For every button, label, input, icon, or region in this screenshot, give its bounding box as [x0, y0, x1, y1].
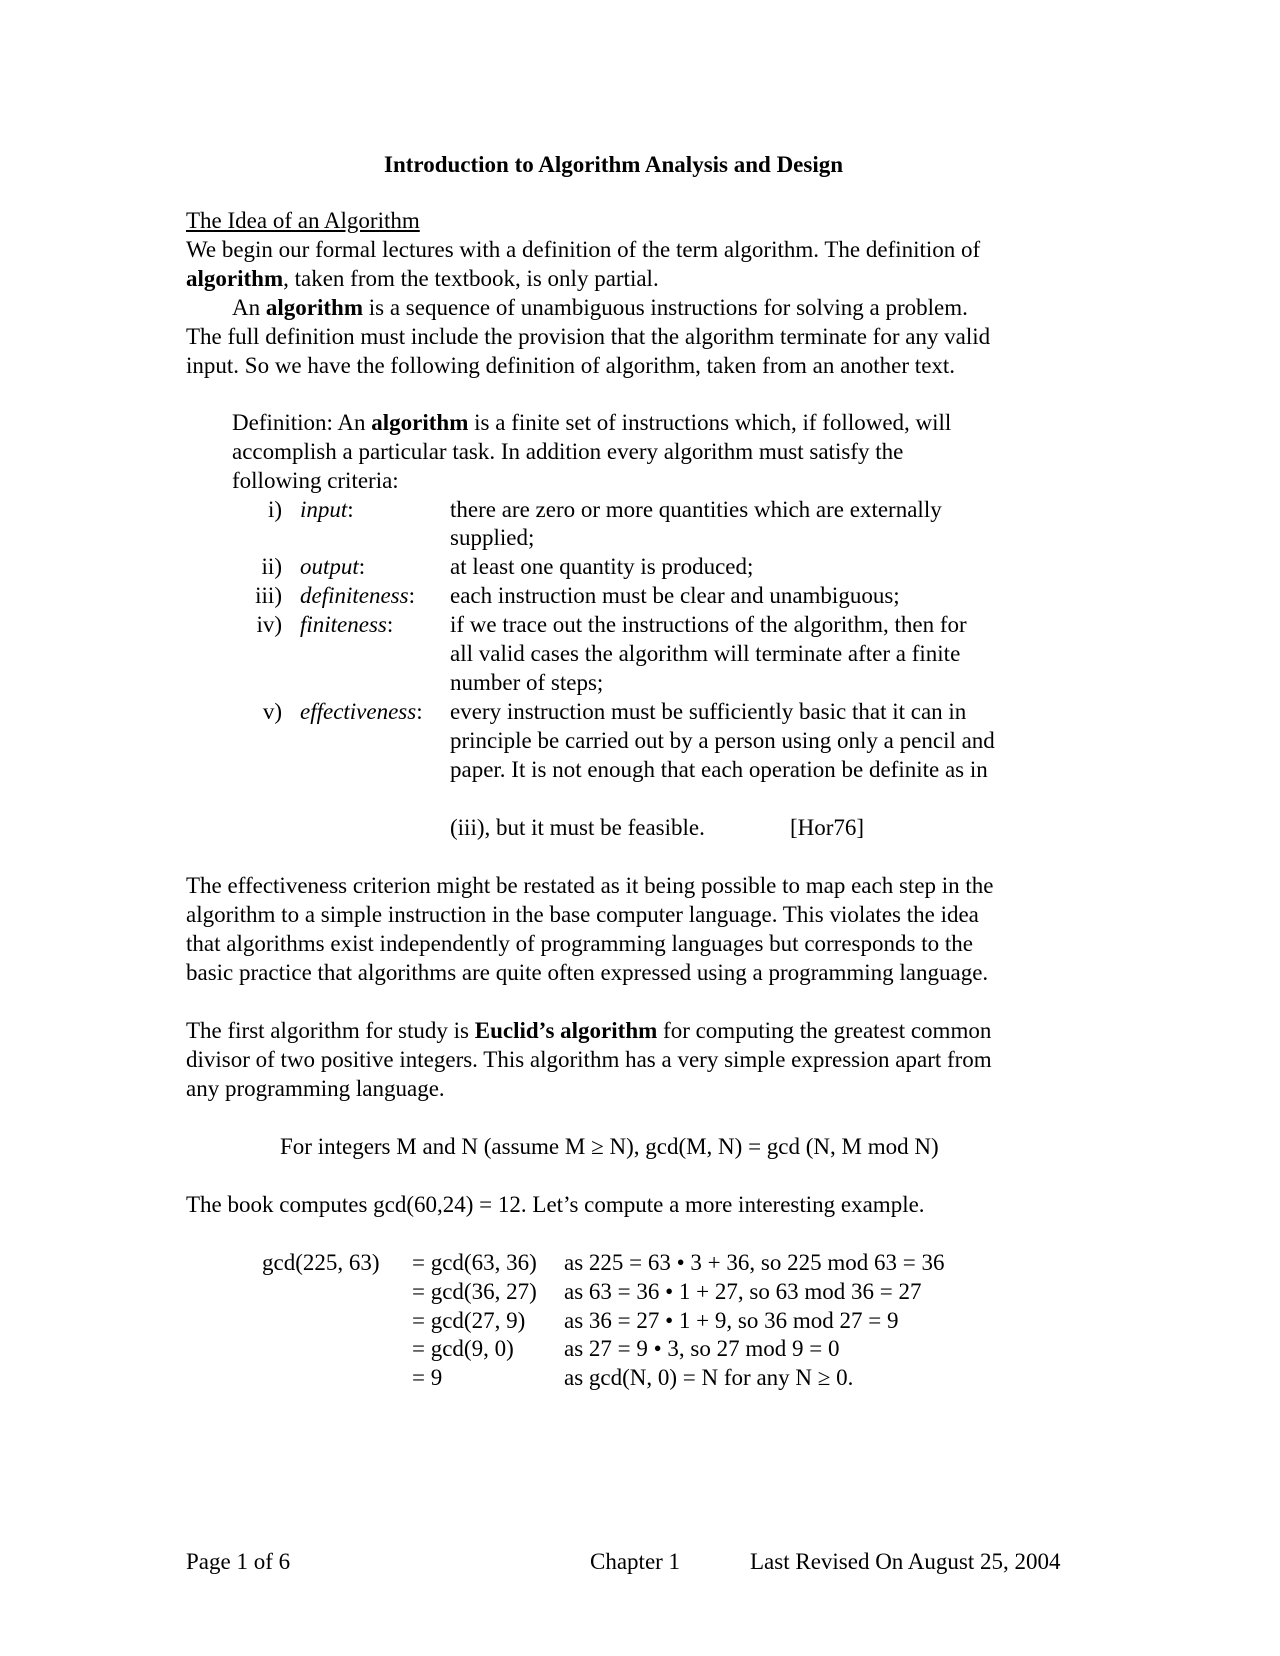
- gcd-step-note: as 63 = 36 • 1 + 27, so 63 mod 36 = 27: [564, 1279, 922, 1304]
- euclid-pre: The first algorithm for study is: [186, 1018, 475, 1043]
- gcd-formula: For integers M and N (assume M ≥ N), gcd(M, N) = gcd (N, M mod N): [280, 1134, 939, 1159]
- criterion-term: [300, 697, 423, 726]
- intro-line-1: We begin our formal lectures with a definition of the term algorithm. The definition of: [186, 237, 981, 262]
- criterion-number: v): [262, 699, 282, 724]
- criterion-term: [300, 552, 365, 581]
- criterion-number: iv): [256, 612, 282, 637]
- gcd-step-eq: = gcd(36, 27): [412, 1279, 537, 1304]
- book-example-line: The book computes gcd(60,24) = 12. Let’s compute a more interesting example.: [186, 1192, 925, 1217]
- gcd-step-note: as gcd(N, 0) = N for any N ≥ 0.: [564, 1365, 854, 1390]
- criterion-colon: :: [358, 554, 366, 579]
- criterion-text: at least one quantity is produced;: [450, 554, 754, 579]
- criterion-colon: :: [386, 612, 394, 637]
- definition-pre: Definition: An: [232, 410, 372, 435]
- criterion-term-italic: effectiveness: [300, 699, 417, 724]
- criterion-text: if we trace out the instructions of the algorithm, then for: [450, 612, 967, 637]
- intro-line-3-pre: An: [232, 295, 266, 320]
- intro-line-4: The full definition must include the provision that the algorithm terminate for any valid: [186, 324, 991, 349]
- criterion-term-italic: input: [300, 497, 348, 522]
- footer-chapter: Chapter 1: [590, 1549, 681, 1574]
- criterion-term-italic: finiteness: [300, 612, 387, 637]
- citation: [Hor76]: [790, 815, 865, 840]
- gcd-step-note: as 27 = 9 • 3, so 27 mod 9 = 0: [564, 1336, 840, 1361]
- euclid-line-2: divisor of two positive integers. This algorithm has a very simple expression apart from: [186, 1047, 992, 1072]
- criterion-text: all valid cases the algorithm will terminate after a finite: [450, 641, 961, 666]
- definition-last-line: (iii), but it must be feasible.: [450, 815, 705, 840]
- gcd-step-eq: = gcd(27, 9): [412, 1308, 526, 1333]
- definition-line-3: following criteria:: [232, 468, 399, 493]
- intro-line-3: [232, 293, 968, 322]
- page-title: Introduction to Algorithm Analysis and Design: [384, 152, 844, 177]
- criterion-term-italic: output: [300, 554, 359, 579]
- criterion-text: there are zero or more quantities which are externally: [450, 497, 942, 522]
- intro-line-5: input. So we have the following definition of algorithm, taken from an another text.: [186, 353, 956, 378]
- effectiveness-line-4: basic practice that algorithms are quite often expressed using a programming language.: [186, 960, 989, 985]
- footer-page-number: Page 1 of 6: [186, 1549, 291, 1574]
- intro-term-bold: algorithm: [186, 266, 284, 291]
- euclid-line-3: any programming language.: [186, 1076, 445, 1101]
- gcd-step-eq: = 9: [412, 1365, 443, 1390]
- criterion-term: [300, 610, 393, 639]
- intro-line-3-bold: algorithm: [265, 295, 363, 320]
- footer-revised-date: Last Revised On August 25, 2004: [750, 1549, 1061, 1574]
- criterion-number: iii): [255, 583, 282, 608]
- gcd-step-eq: = gcd(63, 36): [412, 1250, 537, 1275]
- gcd-lhs: gcd(225, 63): [262, 1250, 380, 1275]
- gcd-step-note: as 225 = 63 • 3 + 36, so 225 mod 63 = 36: [564, 1250, 945, 1275]
- effectiveness-line-1: The effectiveness criterion might be restated as it being possible to map each step in the: [186, 873, 994, 898]
- criterion-text: principle be carried out by a person using only a pencil and: [450, 728, 995, 753]
- criterion-term: [300, 581, 415, 610]
- criterion-text: paper. It is not enough that each operation be definite as in: [450, 757, 988, 782]
- criterion-text: supplied;: [450, 525, 535, 550]
- criterion-text: number of steps;: [450, 670, 604, 695]
- criterion-term-italic: definiteness: [300, 583, 409, 608]
- criterion-number: i): [267, 497, 282, 522]
- euclid-term-bold: Euclid’s algorithm: [474, 1018, 658, 1043]
- criterion-text: each instruction must be clear and unambiguous;: [450, 583, 900, 608]
- criterion-colon: :: [347, 497, 354, 522]
- intro-line-3-rest: is a sequence of unambiguous instructions for solving a problem.: [362, 295, 968, 320]
- euclid-rest: for computing the greatest common: [657, 1018, 992, 1043]
- definition-term-bold: algorithm: [371, 410, 469, 435]
- criterion-text: every instruction must be sufficiently basic that it can in: [450, 699, 967, 724]
- intro-line-2: [186, 264, 659, 293]
- definition-line-2: accomplish a particular task. In addition every algorithm must satisfy the: [232, 439, 904, 464]
- criterion-colon: :: [408, 583, 415, 608]
- criterion-number: ii): [261, 554, 282, 579]
- gcd-step-note: as 36 = 27 • 1 + 9, so 36 mod 27 = 9: [564, 1308, 899, 1333]
- gcd-step-eq: = gcd(9, 0): [412, 1336, 514, 1361]
- euclid-line-1: [186, 1016, 991, 1045]
- effectiveness-line-3: that algorithms exist independently of programming languages but corresponds to the: [186, 931, 973, 956]
- effectiveness-line-2: algorithm to a simple instruction in the base computer language. This violates the idea: [186, 902, 979, 927]
- section-heading: The Idea of an Algorithm: [186, 208, 420, 233]
- intro-line-2-rest: , taken from the textbook, is only partial.: [283, 266, 659, 291]
- definition-rest: is a finite set of instructions which, if followed, will: [468, 410, 952, 435]
- criterion-colon: :: [416, 699, 423, 724]
- definition-line-1: [232, 408, 951, 437]
- criterion-term: [300, 495, 354, 524]
